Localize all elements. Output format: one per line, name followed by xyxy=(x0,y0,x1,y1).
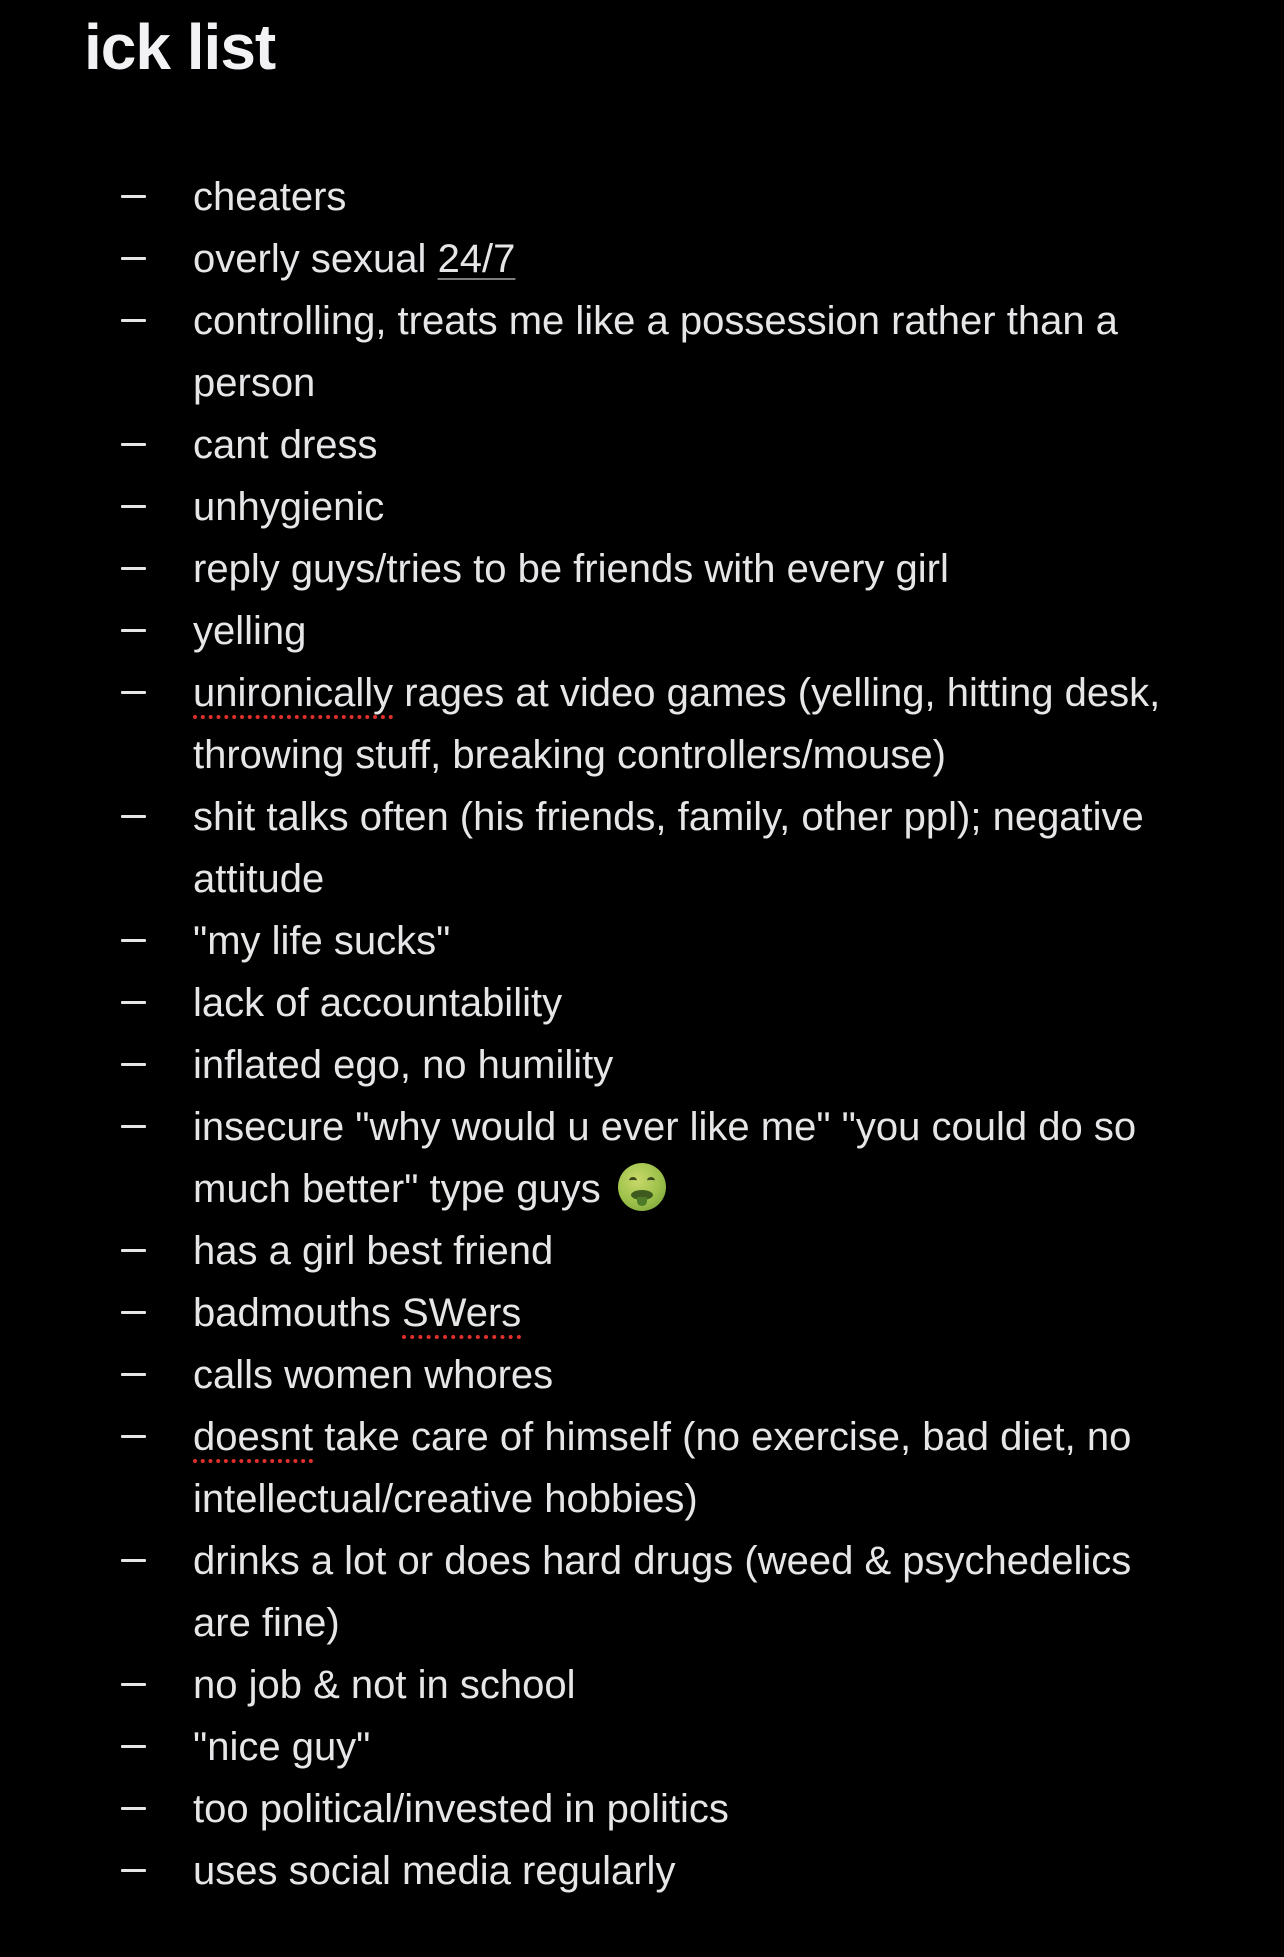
list-item-text[interactable] xyxy=(193,981,562,1025)
misspelled-word[interactable]: unironically xyxy=(193,671,394,715)
list-item-text[interactable] xyxy=(193,1849,675,1893)
dash-bullet-icon xyxy=(121,1063,146,1066)
list-item[interactable] xyxy=(0,1778,1193,1840)
text-segment: inflated ego, no humility xyxy=(193,1043,614,1087)
text-segment: cheaters xyxy=(193,175,347,219)
list-item-text[interactable] xyxy=(193,795,1155,901)
text-segment: yelling xyxy=(193,609,307,653)
list-item-text[interactable] xyxy=(193,1787,729,1831)
dash-bullet-icon xyxy=(121,691,146,694)
text-segment: no job & not in school xyxy=(193,1663,576,1707)
list-item[interactable] xyxy=(0,1220,1193,1282)
text-segment: cant dress xyxy=(193,423,378,467)
text-segment: shit talks often (his friends, family, other ppl); negative attitude xyxy=(193,795,1155,901)
dash-list[interactable] xyxy=(0,166,1284,1902)
list-item[interactable] xyxy=(0,1406,1193,1530)
list-item-text[interactable] xyxy=(193,175,346,219)
text-segment: too political/invested in politics xyxy=(193,1787,729,1831)
list-item-text[interactable] xyxy=(193,1539,1142,1645)
list-item[interactable] xyxy=(0,910,1193,972)
list-item-text[interactable] xyxy=(193,1291,521,1335)
list-item[interactable] xyxy=(0,290,1193,414)
dash-bullet-icon xyxy=(121,443,146,446)
nauseated-face-icon xyxy=(618,1163,666,1211)
list-item-text[interactable] xyxy=(193,1043,613,1087)
text-segment: unhygienic xyxy=(193,485,385,529)
text-segment: controlling, treats me like a possession rather than a person xyxy=(193,299,1130,405)
list-item[interactable] xyxy=(0,1716,1193,1778)
text-segment: calls women whores xyxy=(193,1353,554,1397)
text-segment: lack of accountability xyxy=(193,981,563,1025)
dash-bullet-icon xyxy=(121,1125,146,1128)
list-item[interactable] xyxy=(0,1654,1193,1716)
list-item-text[interactable] xyxy=(193,1229,553,1273)
list-item[interactable] xyxy=(0,1344,1193,1406)
text-segment: overly sexual xyxy=(193,237,438,281)
list-item[interactable] xyxy=(0,538,1193,600)
text-segment: rages at video games (yelling, hitting desk, throwing stuff, breaking controllers/mouse) xyxy=(193,671,1172,777)
detected-link[interactable]: 24/7 xyxy=(437,237,516,281)
text-segment: has a girl best friend xyxy=(193,1229,554,1273)
text-segment: drinks a lot or does hard drugs (weed & psychedelics are fine) xyxy=(193,1539,1143,1645)
list-item-text[interactable] xyxy=(193,547,949,591)
dash-bullet-icon xyxy=(121,1683,146,1686)
dash-bullet-icon xyxy=(121,567,146,570)
list-item[interactable] xyxy=(0,972,1193,1034)
dash-bullet-icon xyxy=(121,1869,146,1872)
list-item[interactable] xyxy=(0,786,1193,910)
note-title[interactable]: ick list xyxy=(84,11,276,83)
list-item-text[interactable] xyxy=(193,919,450,963)
list-item[interactable] xyxy=(0,1282,1193,1344)
text-segment: badmouths xyxy=(193,1291,403,1335)
list-item-text[interactable] xyxy=(193,299,1129,405)
list-item[interactable] xyxy=(0,1530,1193,1654)
list-item[interactable] xyxy=(0,228,1193,290)
misspelled-word[interactable]: SWers xyxy=(402,1291,522,1335)
dash-bullet-icon xyxy=(121,1435,146,1438)
dash-bullet-icon xyxy=(121,1373,146,1376)
text-segment: take care of himself (no exercise, bad diet, no intellectual/creative hobbies) xyxy=(193,1415,1143,1521)
dash-bullet-icon xyxy=(121,505,146,508)
list-item[interactable] xyxy=(0,166,1193,228)
list-item[interactable] xyxy=(0,1096,1193,1220)
text-segment: insecure "why would u ever like me" "you could do so much better" type guys xyxy=(193,1105,1148,1211)
dash-bullet-icon xyxy=(121,1311,146,1314)
dash-bullet-icon xyxy=(121,815,146,818)
list-item[interactable] xyxy=(0,1840,1193,1902)
dash-bullet-icon xyxy=(121,939,146,942)
list-item-text[interactable] xyxy=(193,1105,1147,1211)
list-item-text[interactable] xyxy=(193,485,384,529)
dash-bullet-icon xyxy=(121,1249,146,1252)
dash-bullet-icon xyxy=(121,319,146,322)
text-segment: "nice guy" xyxy=(193,1725,371,1769)
dash-bullet-icon xyxy=(121,195,146,198)
dash-bullet-icon xyxy=(121,1807,146,1810)
text-segment: uses social media regularly xyxy=(193,1849,676,1893)
list-item-text[interactable] xyxy=(193,1725,370,1769)
list-item-text[interactable] xyxy=(193,237,515,281)
list-item-text[interactable] xyxy=(193,1663,575,1707)
dash-bullet-icon xyxy=(121,1001,146,1004)
list-item[interactable] xyxy=(0,662,1193,786)
list-item[interactable] xyxy=(0,414,1193,476)
dash-bullet-icon xyxy=(121,1559,146,1562)
list-item-text[interactable] xyxy=(193,423,378,467)
dash-bullet-icon xyxy=(121,257,146,260)
list-item-text[interactable] xyxy=(193,671,1171,777)
text-segment: reply guys/tries to be friends with every girl xyxy=(193,547,949,591)
text-segment: "my life sucks" xyxy=(193,919,451,963)
dash-bullet-icon xyxy=(121,1745,146,1748)
list-item[interactable] xyxy=(0,476,1193,538)
list-item-text[interactable] xyxy=(193,609,306,653)
list-item[interactable] xyxy=(0,1034,1193,1096)
dash-bullet-icon xyxy=(121,629,146,632)
list-item-text[interactable] xyxy=(193,1415,1142,1521)
list-item[interactable] xyxy=(0,600,1193,662)
list-item-text[interactable] xyxy=(193,1353,553,1397)
misspelled-word[interactable]: doesnt xyxy=(193,1415,314,1459)
